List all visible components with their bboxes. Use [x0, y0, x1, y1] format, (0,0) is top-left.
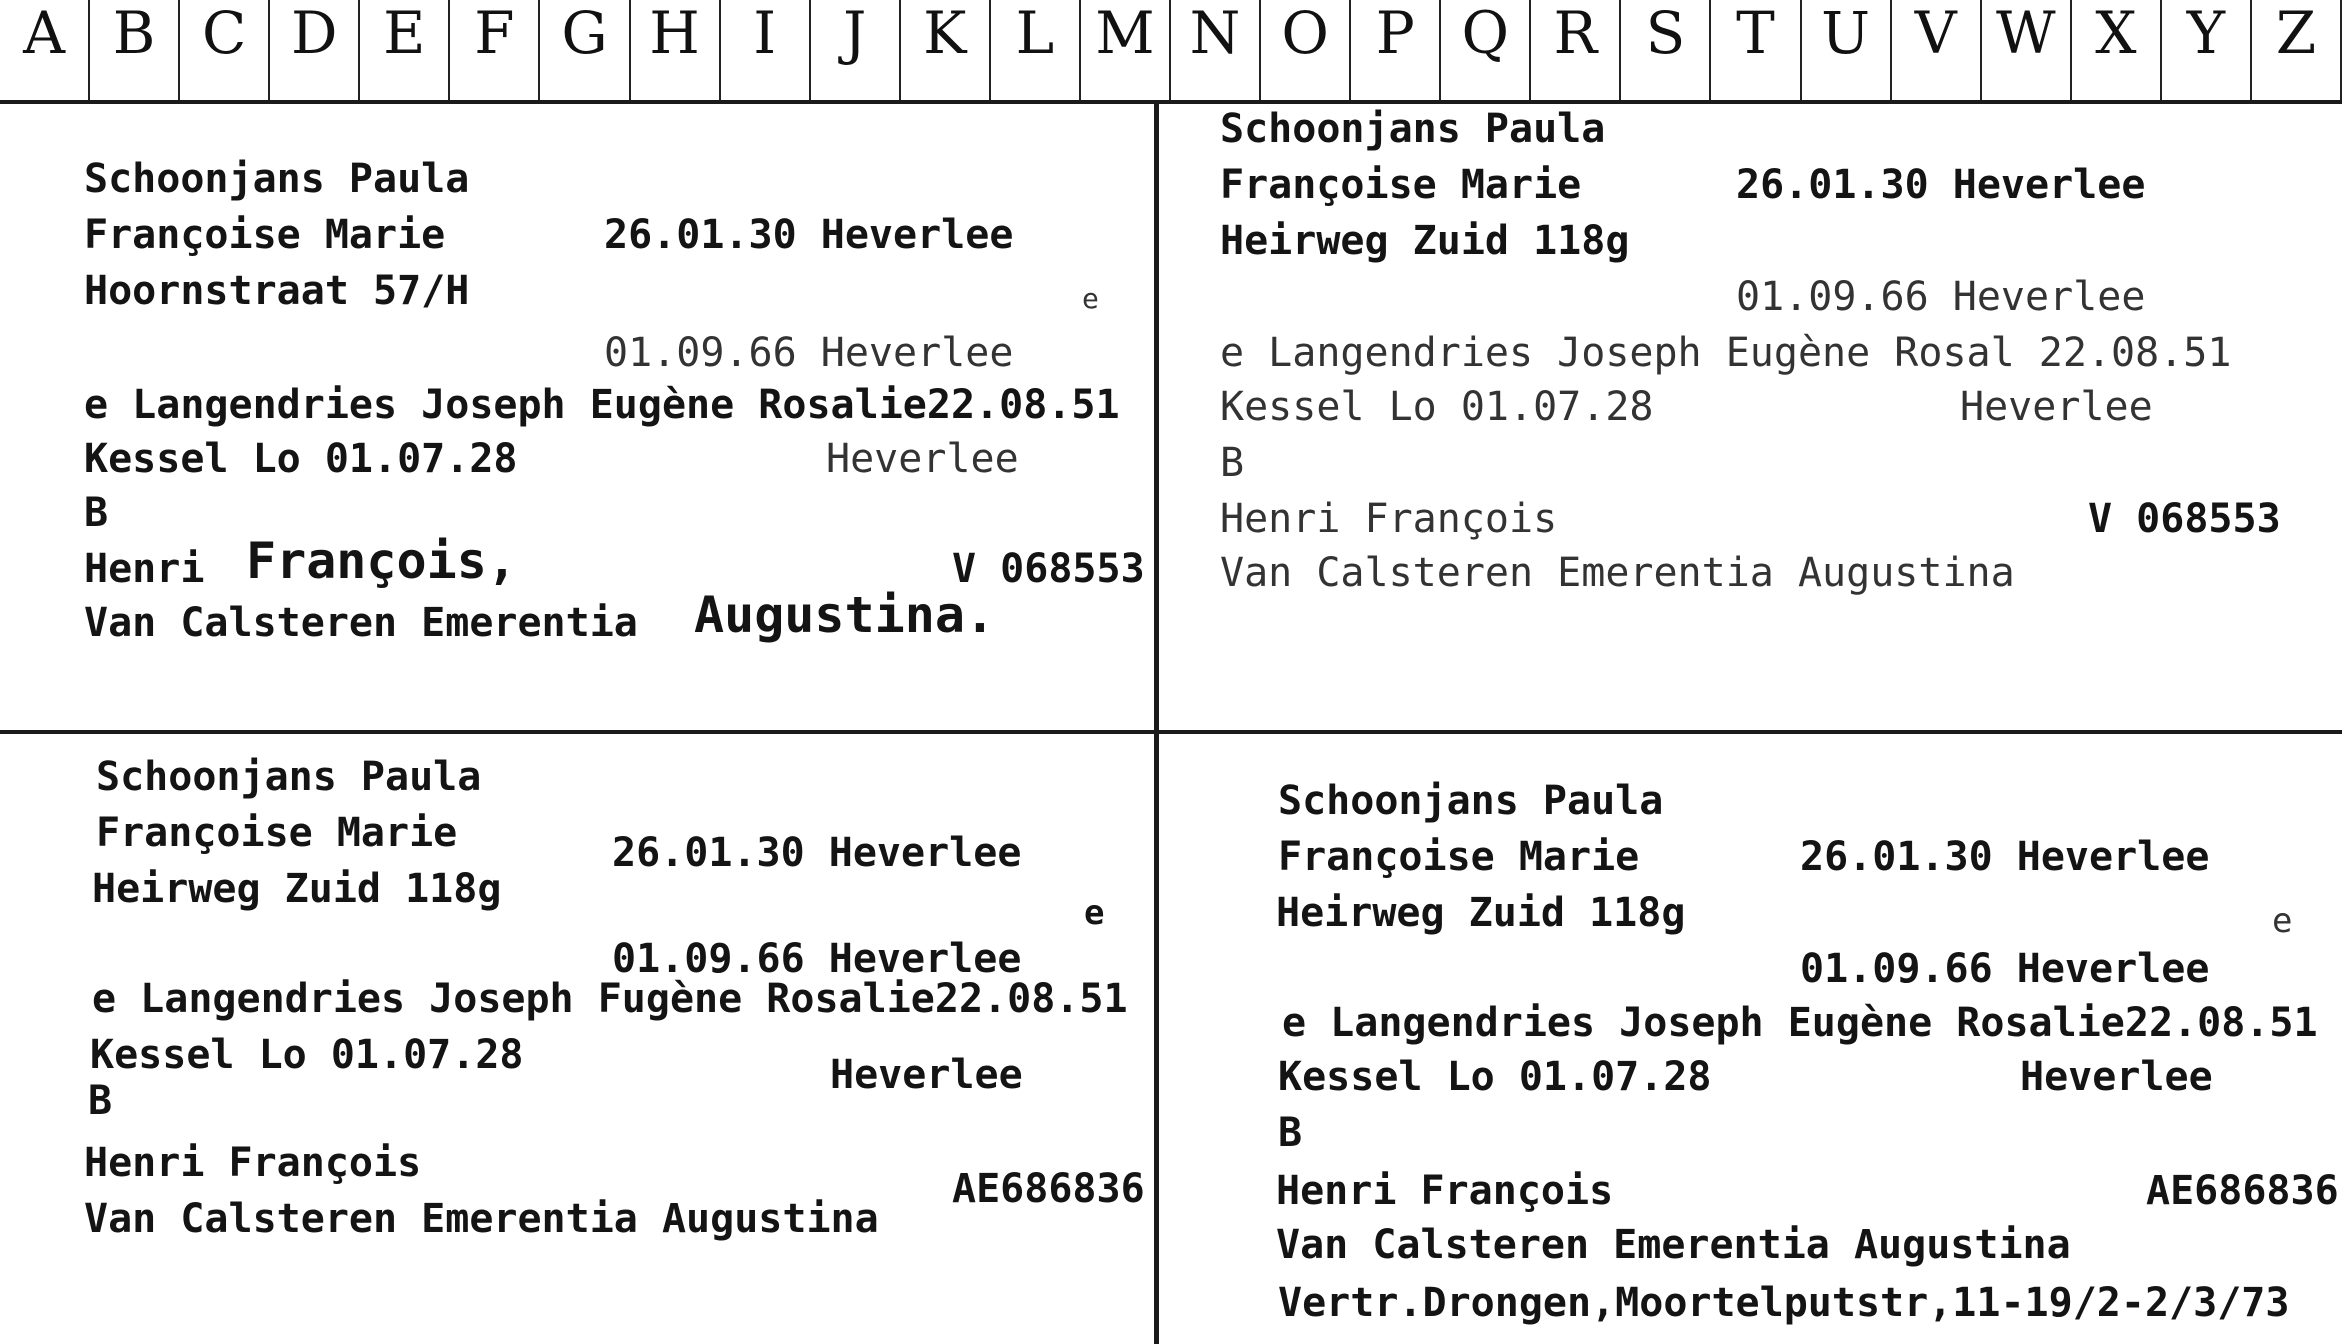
index-letter-h: H	[631, 0, 721, 100]
index-letter-u: U	[1802, 0, 1892, 100]
index-letter-c: C	[180, 0, 270, 100]
card-number: AE686836	[952, 1166, 1145, 1212]
index-letter-y: Y	[2162, 0, 2252, 100]
card-number: AE686836	[2146, 1168, 2339, 1214]
card-place2: Heverlee	[1960, 384, 2153, 430]
card-place: Kessel Lo 01.07.28	[1220, 384, 1654, 430]
index-letter-l: L	[991, 0, 1081, 100]
index-letter-t: T	[1711, 0, 1801, 100]
card-address: Hoornstraat 57/H	[84, 268, 470, 314]
card-place2: Heverlee	[830, 1052, 1023, 1098]
index-letter-j: J	[811, 0, 901, 100]
card-number: V 068553	[2088, 496, 2281, 542]
card-spouse: e Langendries Joseph Eugène Rosalie22.08.51	[84, 382, 1120, 428]
card-note: Vertr.Drongen,Moortelputstr,11-19/2-2/3/73	[1278, 1280, 2290, 1326]
index-letter-o: O	[1261, 0, 1351, 100]
card-father: Henri François	[1220, 496, 1558, 542]
card-given-names: Françoise Marie	[84, 212, 446, 258]
card-mother-second: Augustina.	[694, 586, 996, 644]
card-spouse: e Langendries Joseph Fugène Rosalie22.08.51	[92, 976, 1128, 1022]
index-letter-f: F	[450, 0, 540, 100]
card-given-names: Françoise Marie	[96, 810, 458, 856]
card-name: Schoonjans Paula	[1278, 778, 1664, 824]
card-birth: 26.01.30 Heverlee	[612, 830, 1022, 876]
index-letter-z: Z	[2252, 0, 2342, 100]
index-letter-k: K	[901, 0, 991, 100]
index-letter-x: X	[2072, 0, 2162, 100]
card-place: Kessel Lo 01.07.28	[84, 436, 518, 482]
card-address: Heirweg Zuid 118g	[1220, 218, 1630, 264]
card-father-second: François,	[246, 532, 517, 590]
card-date2: 01.09.66 Heverlee	[604, 330, 1014, 376]
card-mother: Van Calsteren Emerentia Augustina	[1276, 1222, 2071, 1268]
card-date2: 01.09.66 Heverlee	[1736, 274, 2146, 320]
card-address: Heirweg Zuid 118g	[92, 866, 502, 912]
card-place: Kessel Lo 01.07.28	[90, 1032, 524, 1078]
card-given-names: Françoise Marie	[1220, 162, 1582, 208]
card-code: B	[1278, 1110, 1303, 1156]
index-letter-q: Q	[1441, 0, 1531, 100]
index-letter-m: M	[1081, 0, 1171, 100]
index-letter-w: W	[1982, 0, 2072, 100]
index-letter-r: R	[1531, 0, 1621, 100]
index-letter-e: E	[360, 0, 450, 100]
index-letter-v: V	[1892, 0, 1982, 100]
card-code: B	[84, 490, 109, 536]
index-letter-d: D	[270, 0, 360, 100]
card-mother: Van Calsteren Emerentia Augustina	[84, 1196, 879, 1242]
card-mark: e	[1084, 893, 1105, 933]
index-letter-b: B	[90, 0, 180, 100]
vertical-divider	[1154, 104, 1159, 1344]
index-letter-p: P	[1351, 0, 1441, 100]
card-father: Henri François	[84, 1140, 422, 1186]
card-birth: 26.01.30 Heverlee	[1800, 834, 2210, 880]
card-father-first: Henri	[84, 546, 205, 592]
index-letter-i: I	[721, 0, 811, 100]
card-mark: e	[1082, 282, 1099, 315]
card-address: Heirweg Zuid 118g	[1276, 890, 1686, 936]
index-letter-s: S	[1621, 0, 1711, 100]
index-letter-n: N	[1171, 0, 1261, 100]
card-date2: 01.09.66 Heverlee	[1800, 946, 2210, 992]
card-name: Schoonjans Paula	[84, 156, 470, 202]
index-letter-g: G	[540, 0, 630, 100]
horizontal-divider	[0, 730, 2342, 734]
card-spouse: e Langendries Joseph Eugène Rosal 22.08.51	[1220, 330, 2232, 376]
card-name: Schoonjans Paula	[96, 754, 482, 800]
card-mother: Van Calsteren Emerentia Augustina	[1220, 550, 2015, 596]
card-code: B	[88, 1078, 113, 1124]
card-mother: Van Calsteren Emerentia	[84, 600, 638, 646]
index-letter-a: A	[0, 0, 90, 100]
alphabet-index-strip	[0, 0, 2342, 104]
card-birth: 26.01.30 Heverlee	[1736, 162, 2146, 208]
card-number: V 068553	[952, 546, 1145, 592]
card-code: B	[1220, 440, 1245, 486]
card-name: Schoonjans Paula	[1220, 106, 1606, 152]
card-birth: 26.01.30 Heverlee	[604, 212, 1014, 258]
card-spouse: e Langendries Joseph Eugène Rosalie22.08.51	[1282, 1000, 2318, 1046]
card-mark: e	[2272, 901, 2293, 941]
card-place2: Heverlee	[2020, 1054, 2213, 1100]
card-father: Henri François	[1276, 1168, 1614, 1214]
card-date2: 01.09.66 Heverlee	[612, 936, 1022, 982]
card-place: Kessel Lo 01.07.28	[1278, 1054, 1712, 1100]
card-place2: Heverlee	[826, 436, 1019, 482]
card-given-names: Françoise Marie	[1278, 834, 1640, 880]
